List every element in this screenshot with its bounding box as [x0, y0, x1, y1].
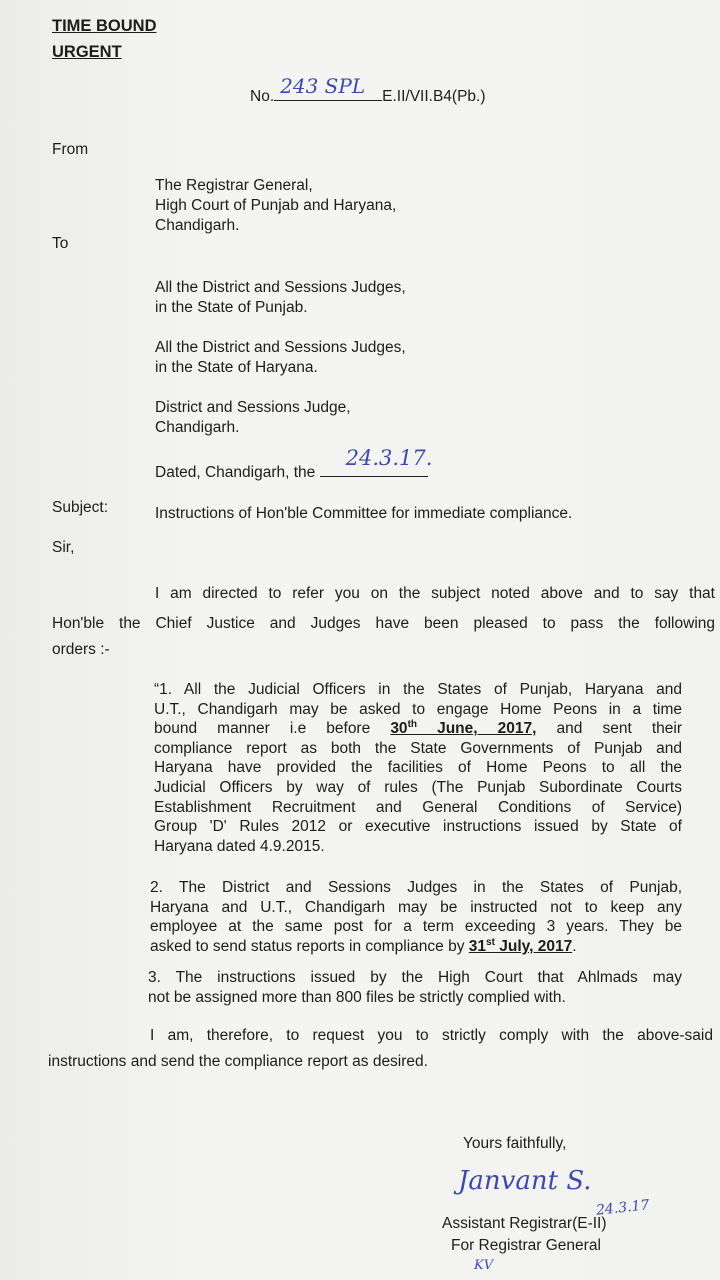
item-2-line-4: [150, 937, 682, 957]
salutation: Sir,: [52, 539, 75, 556]
item-2-line-2: Haryana and U.T., Chandigarh may be instructed not to keep any: [150, 898, 682, 916]
closing-line-1-wrap: [150, 1026, 713, 1046]
reference-prefix: No.: [250, 88, 275, 105]
to-label: To: [52, 235, 69, 252]
signature: Janvant S.: [458, 1166, 592, 1196]
item-1-line-4: compliance report as both the State Governments of Punjab and: [154, 739, 682, 757]
dated-line: [155, 446, 433, 483]
for-registrar-general: For Registrar General: [451, 1237, 601, 1254]
dated-label: Dated, Chandigarh, the: [155, 464, 316, 481]
item-1-line-6: Judicial Officers by way of rules (The Punjab Subordinate Courts: [154, 778, 682, 796]
item-2-deadline-rest: July, 2017: [494, 937, 573, 955]
intro-line-1: I am directed to refer you on the subject noted above and to say that: [155, 585, 715, 602]
to-group-3-line-2: Chandigarh.: [155, 419, 240, 436]
to-group-1-line-2: in the State of Punjab.: [155, 299, 308, 316]
item-1-line-7: Establishment Recruitment and General Conditions of Service): [154, 798, 682, 816]
signature-date: 24.3.17: [595, 1197, 651, 1219]
item-3: [148, 968, 682, 1007]
item-2-line-4-tail: .: [572, 937, 577, 955]
item-1-line-9: Haryana dated 4.9.2015.: [154, 837, 325, 855]
intro-line-2-wrap: [52, 614, 715, 634]
dated-handwritten: 24.3.17.: [345, 446, 433, 470]
intro-line-2: Hon'ble the Chief Justice and Judges have been pleased to pass the following: [52, 615, 715, 632]
item-2-deadline-sup: st: [486, 936, 495, 948]
from-line-3: Chandigarh.: [155, 217, 240, 234]
to-group-2-line-2: in the State of Haryana.: [155, 359, 318, 376]
item-2-deadline-day: 31: [468, 937, 487, 955]
designation: Assistant Registrar(E-II): [442, 1215, 607, 1232]
item-1: [154, 680, 682, 856]
item-1-deadline-sup: th: [407, 719, 418, 731]
closing-line-1: I am, therefore, to request you to strictly comply with the above-said: [150, 1027, 713, 1044]
item-1-line-8: Group 'D' Rules 2012 or executive instructions issued by State of: [154, 818, 682, 836]
item-1-line-2: U.T., Chandigarh may be asked to engage Home Peons in a time: [154, 700, 682, 718]
item-1-line-5: Haryana have provided the facilities of Home Peons to all the: [154, 759, 682, 777]
subject-label: Subject:: [52, 499, 109, 516]
item-3-line-1: 3. The instructions issued by the High Court that Ahlmads may: [148, 969, 682, 986]
from-line-1: The Registrar General,: [155, 177, 313, 194]
initials: KV: [474, 1258, 494, 1273]
item-1-line-1: “1. All the Judicial Officers in the States of Punjab, Haryana and: [154, 681, 682, 698]
to-group-1-line-1: All the District and Sessions Judges,: [155, 279, 406, 296]
closing-line-2: instructions and send the compliance report as desired.: [48, 1053, 428, 1070]
item-1-line-3-tail: and sent their: [536, 720, 683, 738]
item-1-line-3: [154, 719, 682, 739]
reference-handwritten: 243 SPL: [280, 74, 366, 98]
reference-blank: [274, 74, 382, 101]
item-2: [150, 878, 682, 956]
header-urgent: URGENT: [52, 43, 122, 61]
header-time-bound: TIME BOUND: [52, 17, 157, 35]
item-2-line-3: employee at the same post for a term exceeding 3 years. They be: [150, 918, 682, 936]
intro-line-3: orders :-: [52, 641, 110, 658]
dated-blank: [320, 446, 433, 477]
reference-suffix: E.II/VII.B4(Pb.): [382, 88, 486, 105]
item-1-line-3-text: bound manner i.e before: [154, 720, 391, 738]
to-group-2-line-1: All the District and Sessions Judges,: [155, 339, 406, 356]
to-group-3-line-1: District and Sessions Judge,: [155, 399, 351, 416]
item-1-deadline: [390, 720, 536, 737]
yours-faithfully: Yours faithfully,: [463, 1135, 567, 1152]
item-1-deadline-rest: June, 2017,: [417, 720, 537, 738]
subject-text: Instructions of Hon'ble Committee for immediate compliance.: [155, 505, 573, 522]
reference-number: [250, 74, 486, 107]
from-label: From: [52, 141, 89, 158]
item-3-line-2: not be assigned more than 800 files be strictly complied with.: [148, 988, 566, 1006]
item-2-line-4-text: asked to send status reports in compliance by: [150, 937, 469, 955]
item-2-deadline: [469, 938, 572, 955]
intro-line-1-wrap: [155, 584, 715, 604]
from-line-2: High Court of Punjab and Haryana,: [155, 197, 397, 214]
item-1-deadline-day: 30: [390, 720, 408, 738]
item-2-line-1: 2. The District and Sessions Judges in the States of Punjab,: [150, 879, 682, 896]
